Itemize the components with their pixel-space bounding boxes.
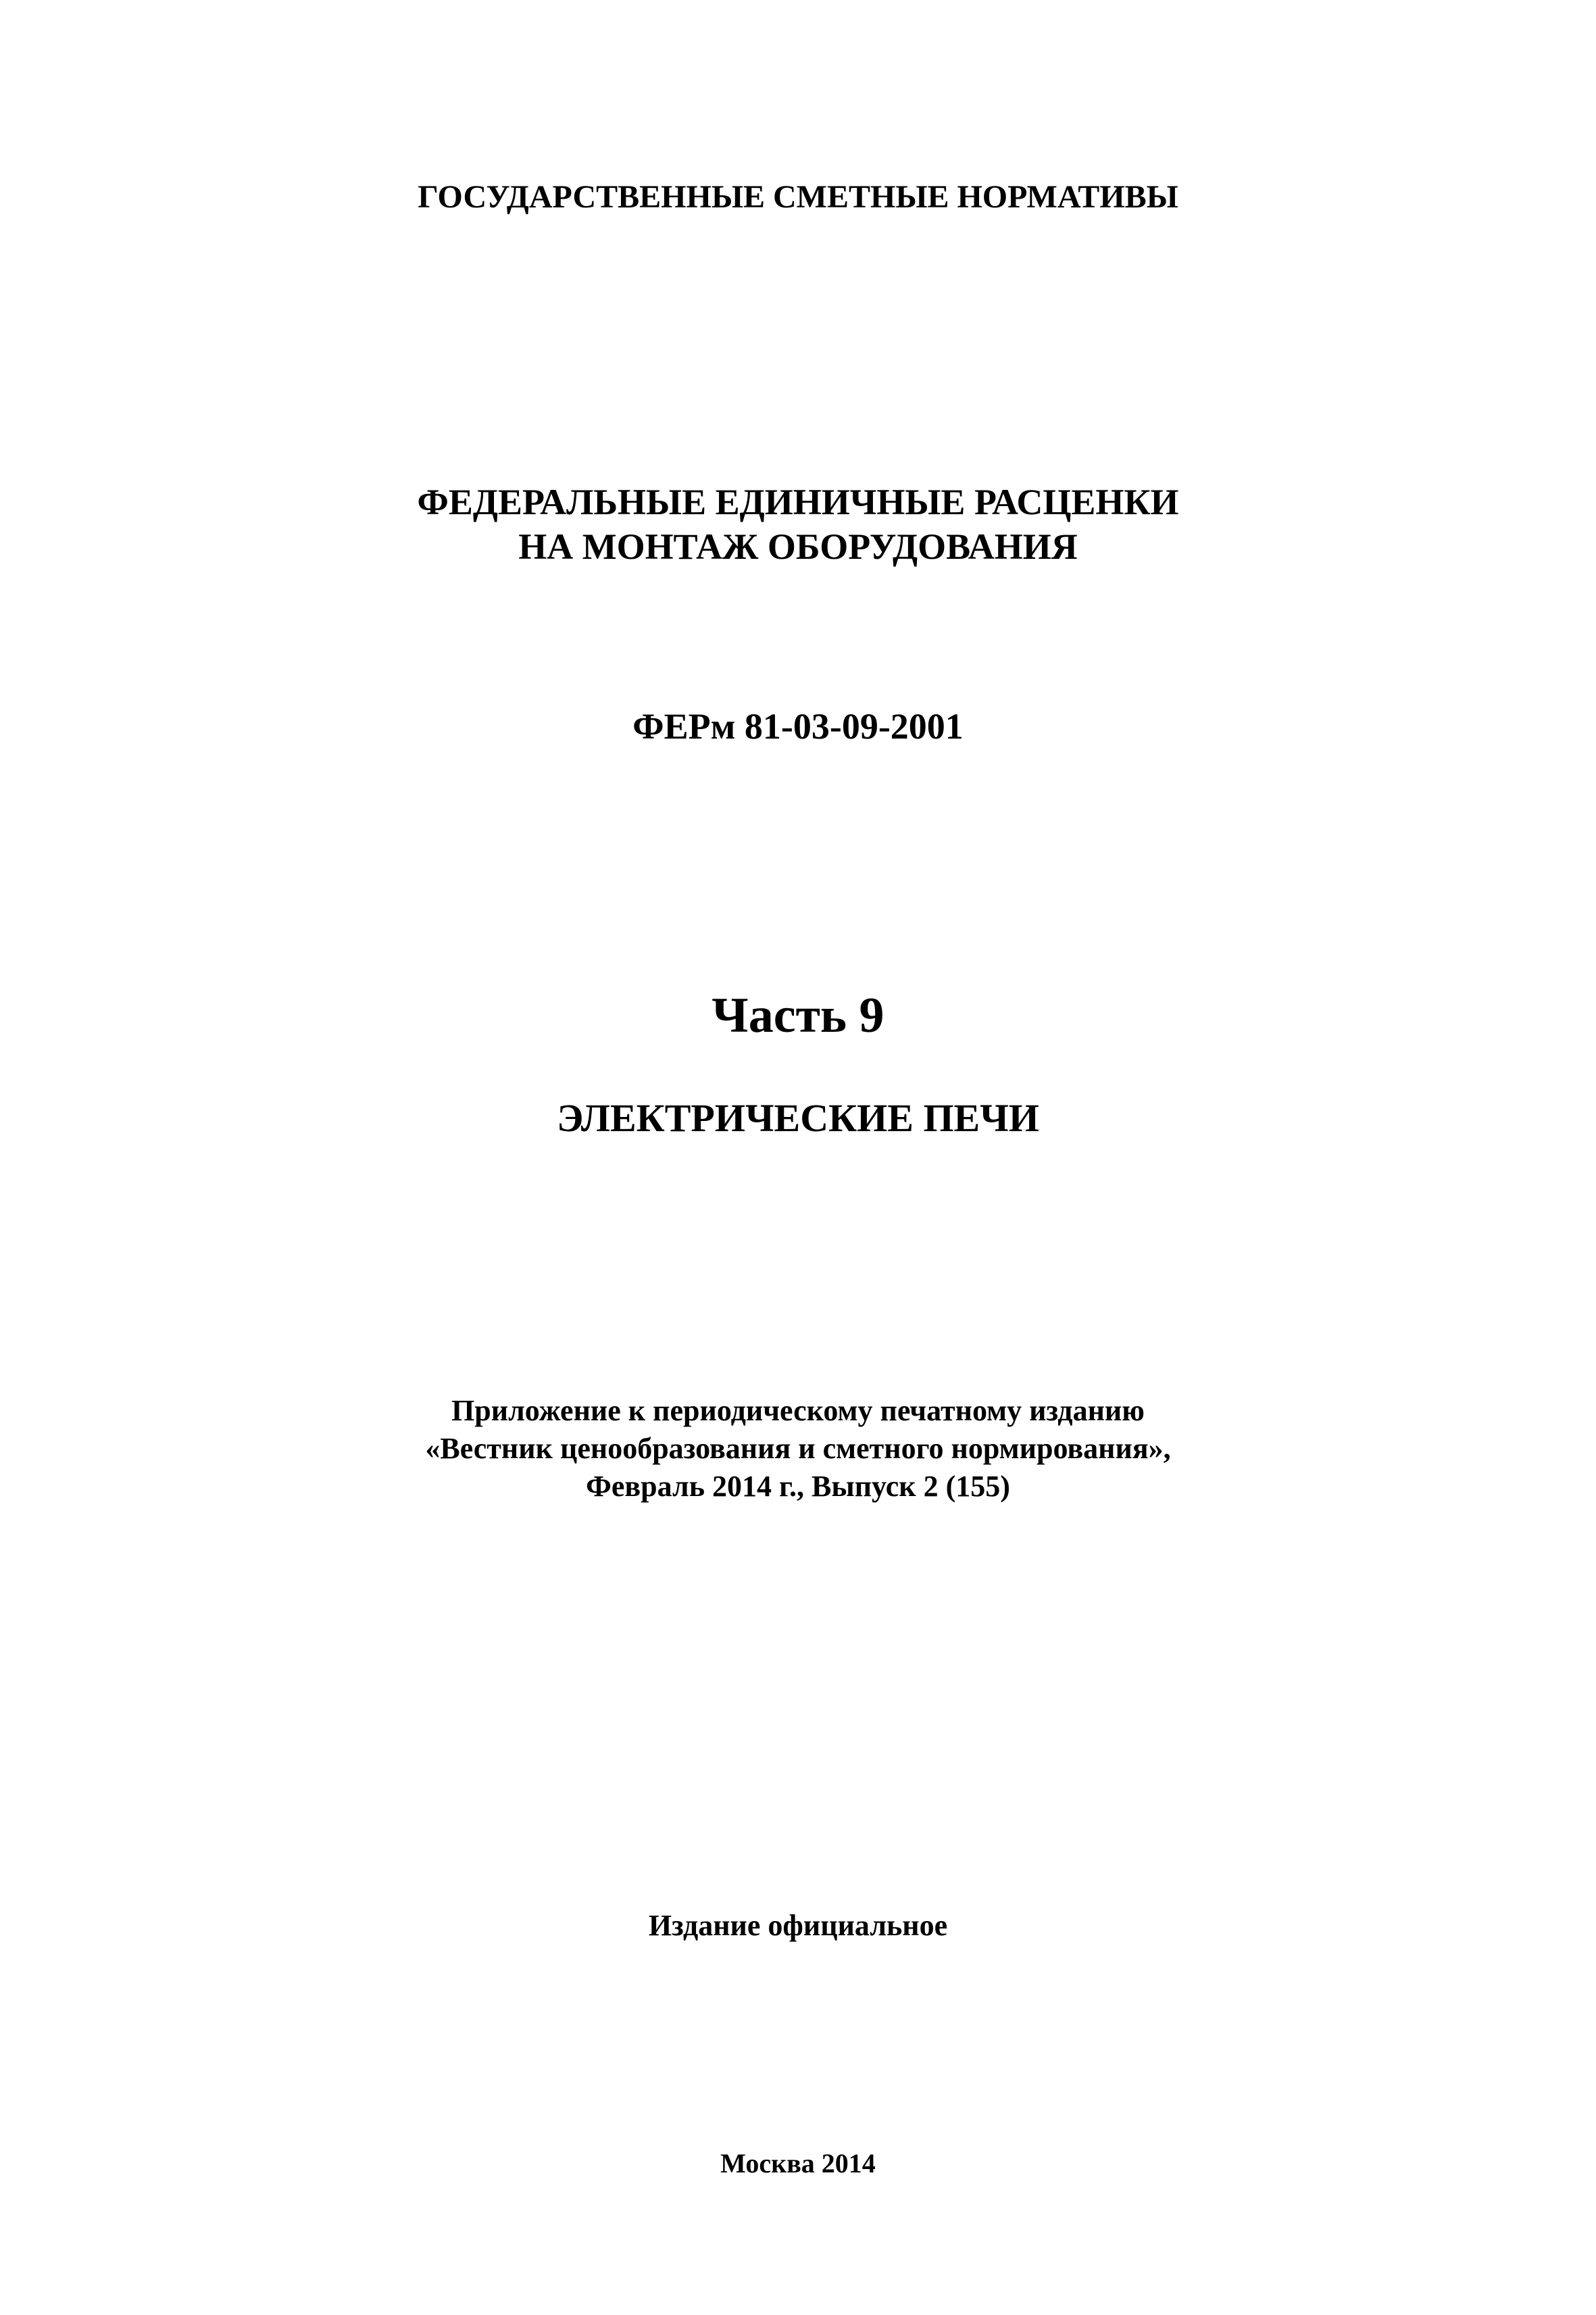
part-number: Часть 9: [712, 988, 884, 1043]
appendix-note-line-2: «Вестник ценообразования и сметного нормирования»,: [425, 1432, 1171, 1465]
document-title-line-1: ФЕДЕРАЛЬНЫЕ ЕДИНИЧНЫЕ РАСЦЕНКИ: [417, 482, 1179, 522]
place-and-year: Москва 2014: [720, 2148, 876, 2179]
edition-note: Издание официальное: [648, 1909, 948, 1942]
appendix-note-line-1: Приложение к периодическому печатному изданию: [451, 1394, 1145, 1427]
document-title-line-2: НА МОНТАЖ ОБОРУДОВАНИЯ: [518, 526, 1078, 567]
part-subject: ЭЛЕКТРИЧЕСКИЕ ПЕЧИ: [557, 1096, 1039, 1140]
appendix-note-line-3: Февраль 2014 г., Выпуск 2 (155): [586, 1470, 1010, 1503]
document-code: ФЕРм 81-03-09-2001: [632, 706, 964, 747]
series-heading: ГОСУДАРСТВЕННЫЕ СМЕТНЫЕ НОРМАТИВЫ: [418, 179, 1178, 215]
